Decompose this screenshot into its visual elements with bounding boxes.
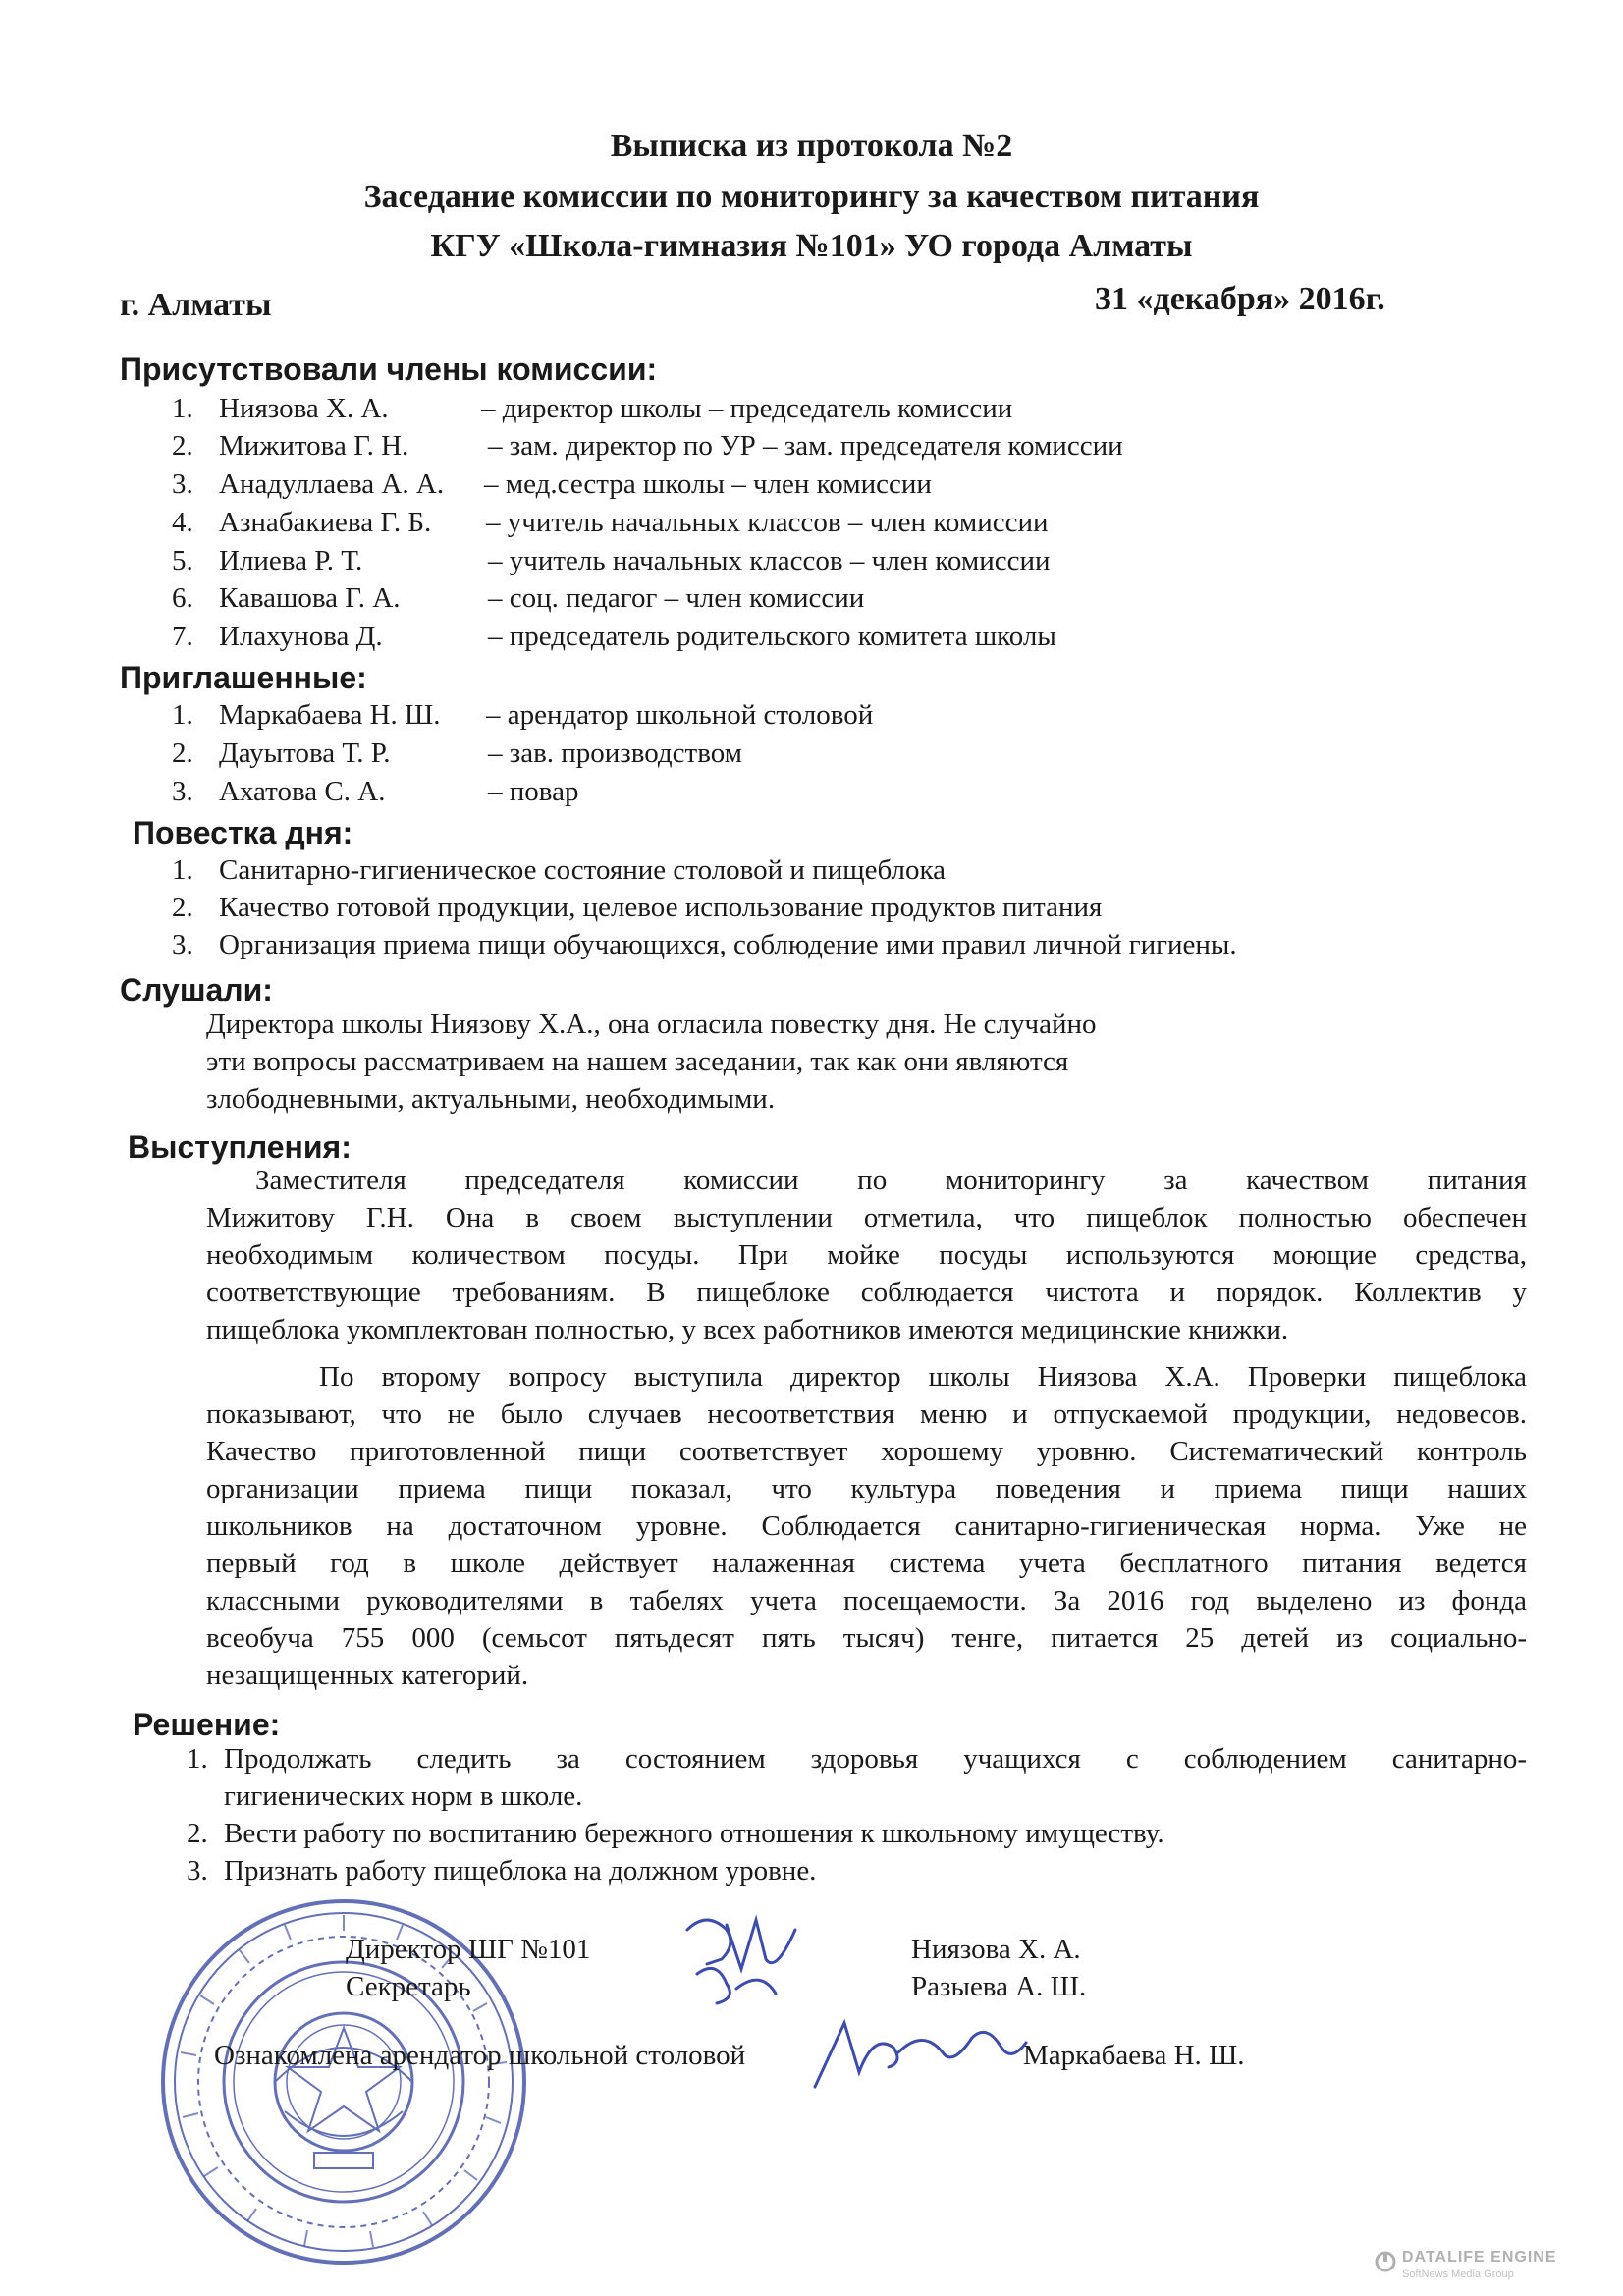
document-title: Выписка из протокола №2 xyxy=(610,128,1013,164)
director-signature-icon xyxy=(668,1900,825,2018)
list-item: 1. Продолжать следить за состоянием здоровья учащихся с соблюдением санитарно- гигиенических норм в школе. xyxy=(187,1743,1527,1812)
heard-line: эти вопросы рассматриваем на нашем заседании, так как они являются xyxy=(206,1046,1069,1077)
acknowledged-name: Маркабаева Н. Ш. xyxy=(1023,2040,1245,2071)
city: г. Алматы xyxy=(120,287,272,323)
decision-heading: Решение: xyxy=(133,1707,281,1742)
watermark-logo-icon xyxy=(1375,2251,1396,2272)
tenant-signature-icon xyxy=(805,2003,1031,2097)
document-subtitle: Заседание комиссии по мониторингу за качеством питания xyxy=(363,179,1260,215)
agenda-heading: Повестка дня: xyxy=(133,815,353,850)
acknowledged-label: Ознакомлена арендатор школьной столовой xyxy=(214,2040,746,2071)
invited-list: 1. Маркабаева Н. Ш. – арендатор школьной столовой 2. Дауытова Т. Р. – зав. производством 3. Ахатова С. А. – повар xyxy=(172,699,874,807)
speech-paragraph-1: Заместителя председателя комиссии по мониторингу за качеством питания Мижитову Г.Н. Она в своем выступлении отметила, что пищеблок полностью обеспечен необходимым количеством посуды. При мойке посуды используются моющие средства, соответствующие требованиям. В пищеблоке соблюдается чистота и порядок. Коллектив у пищеблока укомплектован полностью, у всех работников имеются медицинские книжки. xyxy=(206,1165,1527,1345)
secretary-name: Разыева А. Ш. xyxy=(911,1971,1087,2002)
date: 31 «декабря» 2016г. xyxy=(1095,281,1385,317)
watermark-brand: DATALIFE ENGINE xyxy=(1402,2249,1557,2266)
members-heading: Присутствовали члены комиссии: xyxy=(120,352,658,387)
secretary-label: Секретарь xyxy=(346,1971,471,2002)
watermark-sub: SoftNews Media Group xyxy=(1402,2269,1514,2280)
list-item: 3. Признать работу пищеблока на должном уровне. xyxy=(187,1855,817,1886)
heard-line: злободневными, актуальными, необходимыми. xyxy=(206,1083,776,1115)
invited-heading: Приглашенные: xyxy=(120,660,367,695)
decision-list xyxy=(187,1740,1527,1889)
speech-paragraph-2: По второму вопросу выступила директор школы Ниязова Х.А. Проверки пищеблока показывают, что не было случаев несоответствия меню и отпускаемой продукции, недовесов. Качество приготовленной пищи соответствует хорошему уровню. Систематический контроль организации приема пищи показал, что культура поведения и приема пищи наших школьников на достаточном уровне. Соблюдается санитарно-гигиеническая норма. Уже не первый год в школе действует налаженная система учета бесплатного питания ведется классными руководителями в табелях учета посещаемости. За 2016 год выделено из фонда всеобуча 755 000 (семьсот пятьдесят пять тысяч) тенге, питается 25 детей из социально- незащищенных категорий. xyxy=(206,1361,1527,1691)
members-list: 1. Ниязова Х. А. – директор школы – председатель комиссии 2. Мижитова Г. Н. – зам. директор по УР – зам. председателя комиссии 3. Анадуллаева А. А. – мед.сестра школы – член комиссии 4. Азнабакиева Г. Б. – учитель начальных классов – член комиссии 5. Илиева Р. Т. – учитель начальных классов – член комиссии 6. Кавашова Г. А. – соц. педагог – член комиссии 7. Илахунова Д. – председатель родительского комитета школы xyxy=(172,393,1123,652)
list-item: 2. Вести работу по воспитанию бережного отношения к школьному имуществу. xyxy=(187,1818,1164,1849)
heard-heading: Слушали: xyxy=(120,972,273,1008)
agenda-list: 1. Санитарно-гигиеническое состояние столовой и пищеблока 2. Качество готовой продукции, целевое использование продуктов питания 3. Организация приема пищи обучающихся, соблюдение ими правил личной гигиены. xyxy=(172,854,1237,960)
heard-line: Директора школы Ниязову Х.А., она огласила повестку дня. Не случайно xyxy=(206,1009,1097,1040)
speeches-heading: Выступления: xyxy=(128,1129,352,1165)
director-name: Ниязова Х. А. xyxy=(911,1934,1081,1965)
school-name: КГУ «Школа-гимназия №101» УО города Алматы xyxy=(430,228,1193,264)
director-label: Директор ШГ №101 xyxy=(346,1934,591,1965)
